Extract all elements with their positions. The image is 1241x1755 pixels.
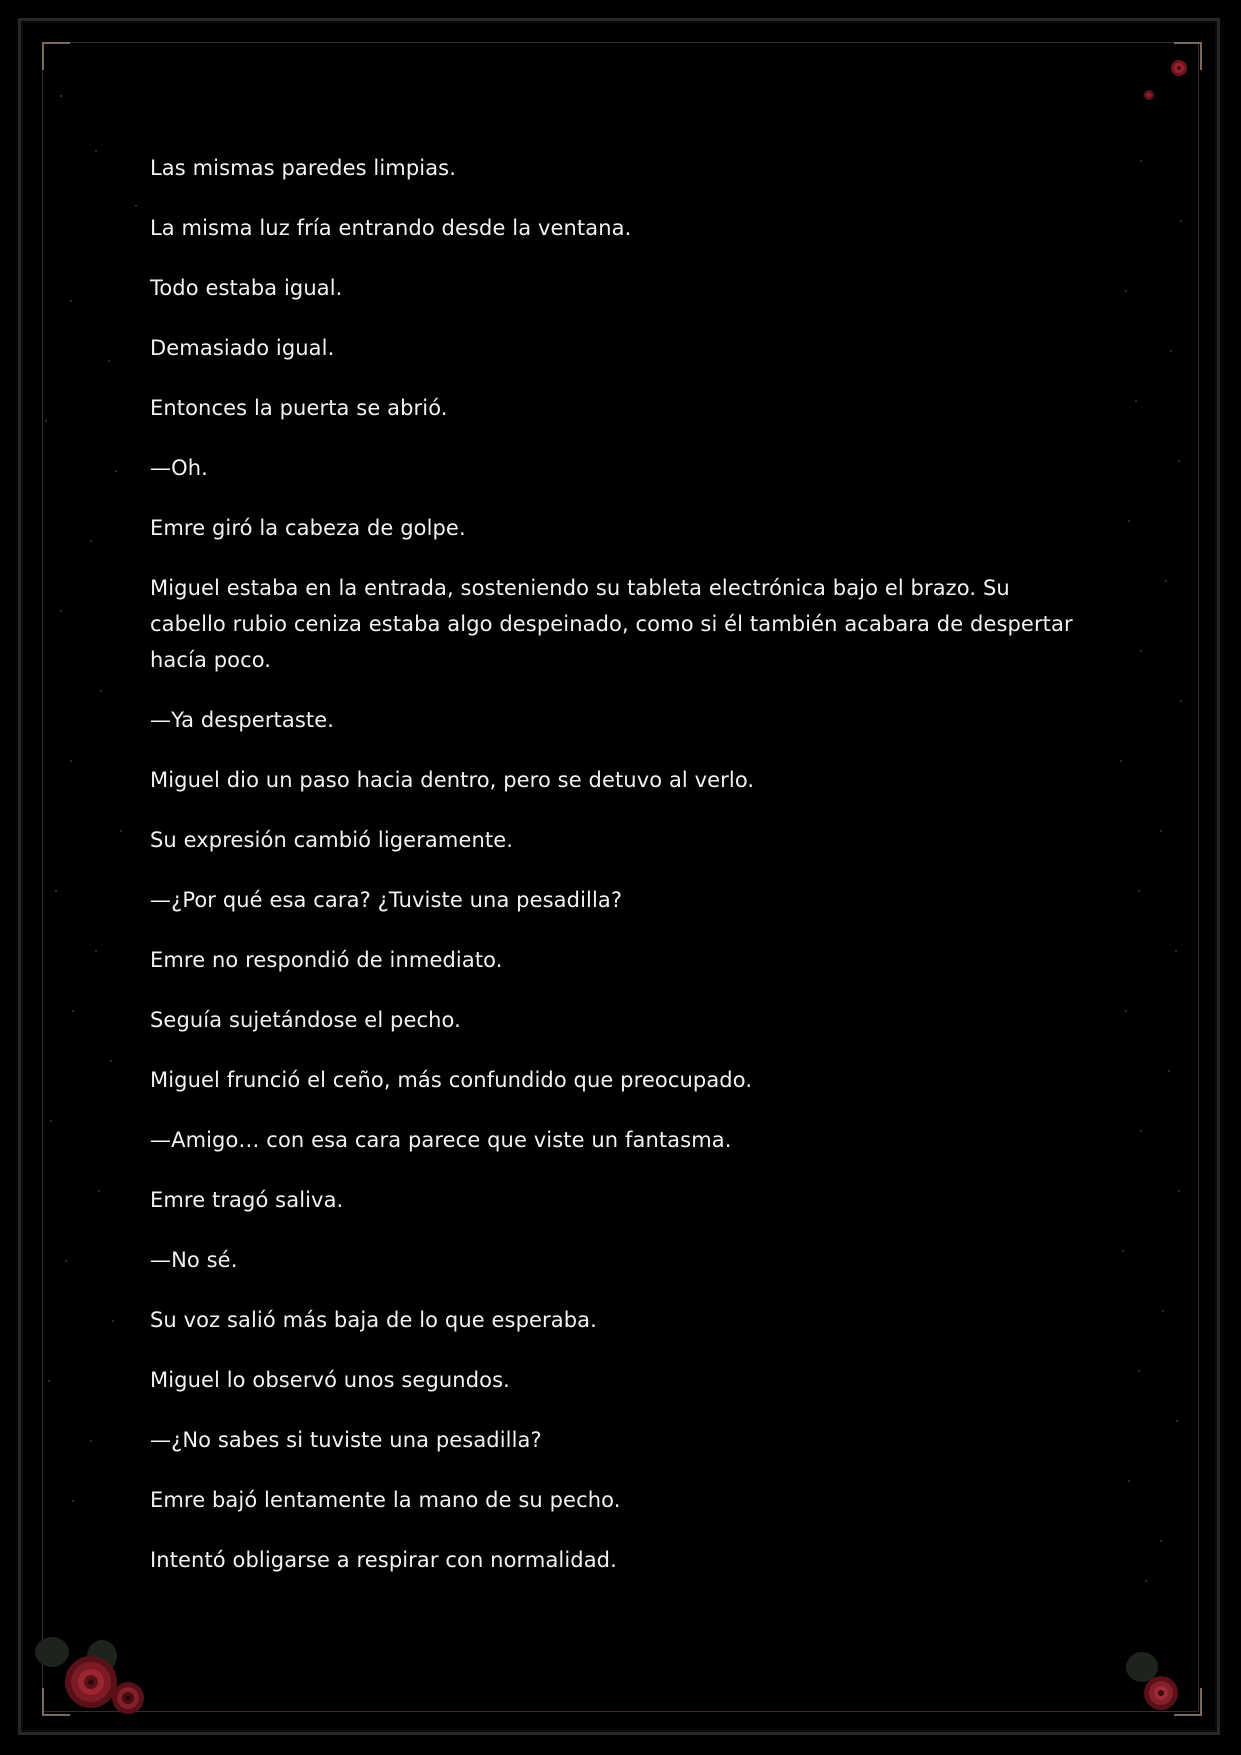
paragraph: —¿Por qué esa cara? ¿Tuviste una pesadilla? (150, 888, 623, 912)
star-dot (1122, 1250, 1124, 1252)
star-dot (1128, 1480, 1130, 1482)
paragraph: Miguel lo observó unos segundos. (150, 1368, 510, 1392)
star-dot (1162, 1310, 1164, 1312)
star-dot (1165, 580, 1167, 582)
star-dot (45, 420, 47, 422)
star-dot (1180, 220, 1182, 222)
paragraph: Miguel dio un paso hacia dentro, pero se detuvo al verlo. (150, 768, 755, 792)
paragraph: Entonces la puerta se abrió. (150, 396, 448, 420)
star-dot (1180, 700, 1182, 702)
corner-bracket-top-right (1174, 42, 1202, 70)
paragraph: Las mismas paredes limpias. (150, 156, 456, 180)
star-dot (1160, 830, 1162, 832)
star-dot (95, 950, 97, 952)
story-text (150, 150, 1090, 1602)
star-dot (100, 690, 102, 692)
star-dot (1175, 950, 1177, 952)
paragraph: Miguel estaba en la entrada, sosteniendo su tableta electrónica bajo el brazo. Su cabello rubio ceniza estaba algo despeinado, como si él también acabara de despertar hacía poco. (150, 576, 1073, 672)
paragraph: —¿No sabes si tuviste una pesadilla? (150, 1428, 542, 1452)
paragraph: Su expresión cambió ligeramente. (150, 828, 514, 852)
star-dot (1140, 650, 1142, 652)
star-dot (1170, 350, 1172, 352)
star-dot (1138, 890, 1140, 892)
star-dot (90, 1440, 92, 1442)
star-dot (65, 1260, 67, 1262)
star-dot (135, 205, 137, 207)
paragraph: Todo estaba igual. (150, 276, 343, 300)
star-dot (55, 890, 57, 892)
paragraph: —No sé. (150, 1248, 238, 1272)
star-dot (70, 300, 72, 302)
paragraph: Emre bajó lentamente la mano de su pecho. (150, 1488, 621, 1512)
corner-bracket-bottom-right (1174, 1688, 1202, 1716)
star-dot (1128, 520, 1130, 522)
paragraph: Emre giró la cabeza de golpe. (150, 516, 466, 540)
star-dot (1120, 760, 1122, 762)
corner-bracket-bottom-left (42, 1688, 70, 1716)
star-dot (1135, 400, 1137, 402)
star-dot (115, 470, 117, 472)
star-dot (108, 360, 110, 362)
star-dot (112, 1320, 114, 1322)
star-dot (1168, 1070, 1170, 1072)
paragraph: La misma luz fría entrando desde la ventana. (150, 216, 632, 240)
star-dot (1145, 1580, 1147, 1582)
star-dot (1160, 1540, 1162, 1542)
paragraph: Intentó obligarse a respirar con normalidad. (150, 1548, 617, 1572)
paragraph: Emre no respondió de inmediato. (150, 948, 503, 972)
paragraph: Emre tragó saliva. (150, 1188, 344, 1212)
star-dot (98, 1190, 100, 1192)
star-dot (1178, 460, 1180, 462)
star-dot (1125, 290, 1127, 292)
star-dot (48, 1380, 50, 1382)
star-dot (60, 95, 62, 97)
corner-bracket-top-left (42, 42, 70, 70)
star-dot (72, 1500, 74, 1502)
star-dot (72, 1010, 74, 1012)
star-dot (1140, 160, 1142, 162)
paragraph: Demasiado igual. (150, 336, 335, 360)
star-dot (60, 610, 62, 612)
star-dot (1138, 1370, 1140, 1372)
star-dot (1140, 1130, 1142, 1132)
star-dot (1178, 1190, 1180, 1192)
paragraph: Su voz salió más baja de lo que esperaba. (150, 1308, 597, 1332)
star-dot (110, 1060, 112, 1062)
paragraph: Seguía sujetándose el pecho. (150, 1008, 461, 1032)
star-dot (70, 760, 72, 762)
paragraph: —Oh. (150, 456, 208, 480)
star-dot (120, 830, 122, 832)
star-dot (1125, 1010, 1127, 1012)
star-dot (50, 1120, 52, 1122)
star-dot (90, 540, 92, 542)
paragraph: —Amigo… con esa cara parece que viste un fantasma. (150, 1128, 732, 1152)
paragraph: —Ya despertaste. (150, 708, 335, 732)
star-dot (1176, 1420, 1178, 1422)
paragraph: Miguel frunció el ceño, más confundido que preocupado. (150, 1068, 753, 1092)
star-dot (95, 150, 97, 152)
